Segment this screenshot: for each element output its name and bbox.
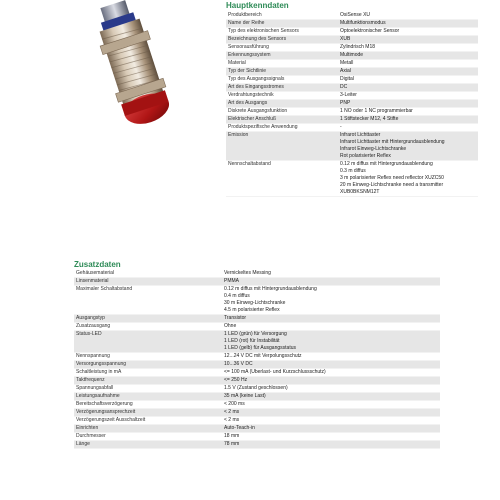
row-label: Linsenmaterial [74,278,222,286]
row-value [222,377,440,385]
table-row [74,417,440,425]
row-value [222,369,440,377]
row-label: Name der Reihe [226,20,338,28]
row-value [338,92,478,100]
row-label: Bereitschaftsverzögerung [74,401,222,409]
table-row [226,161,478,197]
row-value [222,393,440,401]
table-row [226,68,478,76]
row-value [338,44,478,52]
row-value-line: 0.4 m diffus [224,293,250,299]
row-label: Schaltleistung in mA [74,369,222,377]
row-label: Produktspezifische Anwendung [226,124,338,132]
row-value-line: 1 LED (rot) für Instabilität [224,338,280,344]
row-value [222,433,440,441]
table-row [74,369,440,377]
table-row [226,76,478,84]
row-label: Gehäusematerial [74,270,222,278]
row-value [222,353,440,361]
table-row [74,323,440,331]
row-value [222,401,440,409]
row-value [338,20,478,28]
row-value-line: 1 LED (gelb) für Ausgangsstatus [224,345,296,351]
row-value-line: PNP [340,100,351,106]
row-value-line: Infrarot Lichttaster mit Hintergrundausblendung [340,139,445,145]
row-label: Verzögerungszeit Ausschaltzeit [74,417,222,425]
row-value [338,76,478,84]
table-row [74,393,440,401]
row-value-line: 20 m Einweg-Lichtschranke need a transmitter [340,182,444,188]
table-row [74,315,440,323]
row-value-line: <= 250 Hz [224,377,248,383]
row-value-line: Infrarot Einweg-Lichtschranke [340,146,407,152]
row-value [222,315,440,323]
row-value [338,36,478,44]
row-label: Ausgangstyp [74,315,222,323]
table-row [226,28,478,36]
row-value-line: Infrarot Lichttaster [340,132,381,138]
row-value-line: 1 LED (grün) für Versorgung [224,331,287,337]
row-label: Länge [74,441,222,449]
row-value-line: 0.12 m diffus mit Hintergrundausblendung [340,161,433,167]
row-value-line: 1 Stiftstecker M12, 4 Stifte [340,116,399,122]
row-value-line: 0.12 m diffus mit Hintergrundausblendung [224,286,317,292]
row-value-line: Multimode [340,52,364,58]
hauptkenndaten-table [226,12,478,197]
table-row [226,124,478,132]
row-value [222,278,440,286]
row-label: Nennspannung [74,353,222,361]
row-value [338,28,478,36]
row-label: Bezeichnung des Sensors [226,36,338,44]
table-row [74,377,440,385]
table-row [74,409,440,417]
row-label: Spannungsabfall [74,385,222,393]
row-value [222,417,440,425]
row-value-line: Digital [340,76,354,82]
row-label: Einrichten [74,425,222,433]
table-row [226,36,478,44]
row-value [338,52,478,60]
row-value [222,425,440,433]
row-value-line: 30 m Einweg-Lichtschranke [224,300,286,306]
row-value-line: 1 NO oder 1 NC programmierbar [340,108,413,114]
section-title-hauptkenndaten: Hauptkenndaten [226,1,289,10]
row-value [338,124,478,132]
table-row [74,401,440,409]
table-row [74,270,440,278]
table-row [74,286,440,315]
row-value [222,441,440,449]
row-value-line: 3 m polarisierter Reflex need reflector XUZC50 [340,175,444,181]
row-label: Nennschaltabstand [226,161,338,197]
row-value-line: Transistor [224,315,247,321]
row-value-line: PMMA [224,278,239,284]
row-label: Produktbereich [226,12,338,20]
row-value [338,161,478,197]
row-value-line: 3-Leiter [340,92,357,98]
table-row [74,361,440,369]
row-value-line: Vernickeltes Messing [224,270,271,276]
row-value-line: 10...36 V DC [224,361,253,367]
row-label: Erkennungssystem [226,52,338,60]
row-value [338,100,478,108]
row-label: Diskrete Ausgangsfunktion [226,108,338,116]
table-row [74,278,440,286]
row-label: Sensorausführung [226,44,338,52]
row-value-line: Optoelektronischer Sensor [340,28,400,34]
row-label: Maximaler Schaltabstand [74,286,222,315]
row-value [338,116,478,124]
table-row [226,108,478,116]
row-value-line: 18 mm [224,433,240,439]
row-value [222,331,440,353]
table-row [226,60,478,68]
row-value-line: Axial [340,68,351,74]
row-value-line: 1.5 V (Zustand geschlossen) [224,385,288,391]
row-value-line: < 2 ms [224,409,240,415]
section-title-zusatzdaten: Zusatzdaten [74,260,121,269]
product-image [72,0,200,132]
row-value [222,286,440,315]
row-value-line: OsiSense XU [340,12,371,18]
row-value-line: DC [340,84,348,90]
row-value [338,12,478,20]
row-value-line: < 2 ms [224,417,240,423]
row-value [222,409,440,417]
row-value-line: < 200 ms [224,401,245,407]
row-value-line: Multifunktionsmodus [340,20,386,26]
row-value-line: 4.5 m polarisierter Reflex [224,307,280,313]
row-label: Status-LED [74,331,222,353]
table-row [226,20,478,28]
row-value-line: 12...24 V DC mit Verpolungsschutz [224,353,302,359]
row-value-line: Auto-Teach-in [224,425,255,431]
table-row [74,353,440,361]
row-label: Verzögerungsansprechzeit [74,409,222,417]
row-value-line: Rot polarisierter Reflex [340,153,391,159]
row-label: Emission [226,132,338,161]
table-row [226,132,478,161]
table-row [74,433,440,441]
table-row [226,116,478,124]
row-value-line: Zylindrisch M18 [340,44,376,50]
table-row [74,385,440,393]
row-value-line: - [340,124,342,130]
row-value [338,60,478,68]
row-label: Versorgungsspannung [74,361,222,369]
table-row [226,100,478,108]
row-value [338,132,478,161]
row-value [222,270,440,278]
row-value [222,361,440,369]
table-row [226,84,478,92]
table-row [226,44,478,52]
table-row [226,92,478,100]
row-value [338,84,478,92]
table-row [74,331,440,353]
row-label: Art des Ausgangs [226,100,338,108]
row-value [338,108,478,116]
row-label: Zusatzausgang [74,323,222,331]
table-row [226,52,478,60]
row-value-line: <= 100 mA (Überlast- und Kurzschlussschutz) [224,369,326,375]
row-label: Art des Eingangsstromes [226,84,338,92]
row-value [338,68,478,76]
row-label: Typ des elektronischen Sensors [226,28,338,36]
row-value-line: Metall [340,60,354,66]
row-value [222,323,440,331]
table-row [74,441,440,449]
row-label: Leistungsaufnahme [74,393,222,401]
table-row [74,425,440,433]
row-value-line: Ohne [224,323,237,329]
table-row [226,12,478,20]
row-value-line: 0.3 m diffus [340,168,366,174]
row-value-line: XUB0BKSNM12T [340,189,380,195]
zusatzdaten-table [74,270,440,449]
row-label: Typ des Ausgangssignals [226,76,338,84]
row-label: Taktfrequenz [74,377,222,385]
row-label: Durchmesser [74,433,222,441]
row-value [222,385,440,393]
row-label: Material [226,60,338,68]
row-value-line: XUB [340,36,351,42]
row-value-line: 78 mm [224,441,240,447]
row-label: Elektrischer Anschluß [226,116,338,124]
row-value-line: 35 mA (keine Last) [224,393,266,399]
row-label: Verdrahtungstechnik [226,92,338,100]
row-label: Typ der Sichtlinie [226,68,338,76]
